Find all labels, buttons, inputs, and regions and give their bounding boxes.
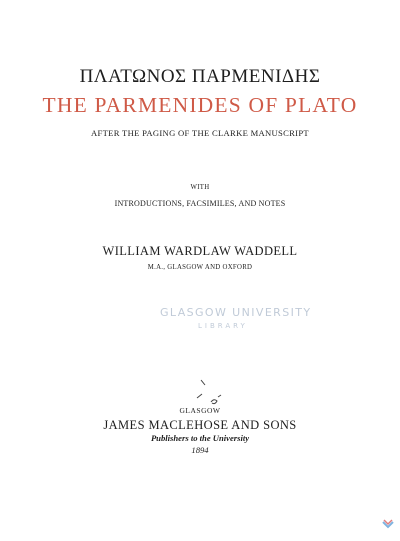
english-title: THE PARMENIDES OF PLATO <box>42 93 358 117</box>
author-name: WILLIAM WARDLAW WADDELL <box>102 244 298 258</box>
contents-line: INTRODUCTIONS, FACSIMILES, AND NOTES <box>114 199 286 208</box>
subtitle: AFTER THE PAGING OF THE CLARKE MANUSCRIPT <box>91 128 309 138</box>
publication-year: 1894 <box>191 445 209 455</box>
with-label: WITH <box>190 184 210 191</box>
publisher-role: Publishers to the University <box>150 433 250 443</box>
imprint-city: GLASGOW <box>179 406 221 415</box>
stamp-line-1: GLASGOW UNIVERSITY <box>160 306 312 319</box>
author-degrees: M.A., GLASGOW AND OXFORD <box>147 264 253 271</box>
corner-logo-icon <box>382 519 394 529</box>
greek-title: ΠΛΑΤΩΝΟΣ ΠΑΡΜΕΝΙΔΗΣ <box>79 66 321 87</box>
publisher-name: JAMES MACLEHOSE AND SONS <box>103 418 297 432</box>
stamp-line-2: LIBRARY <box>198 322 248 330</box>
